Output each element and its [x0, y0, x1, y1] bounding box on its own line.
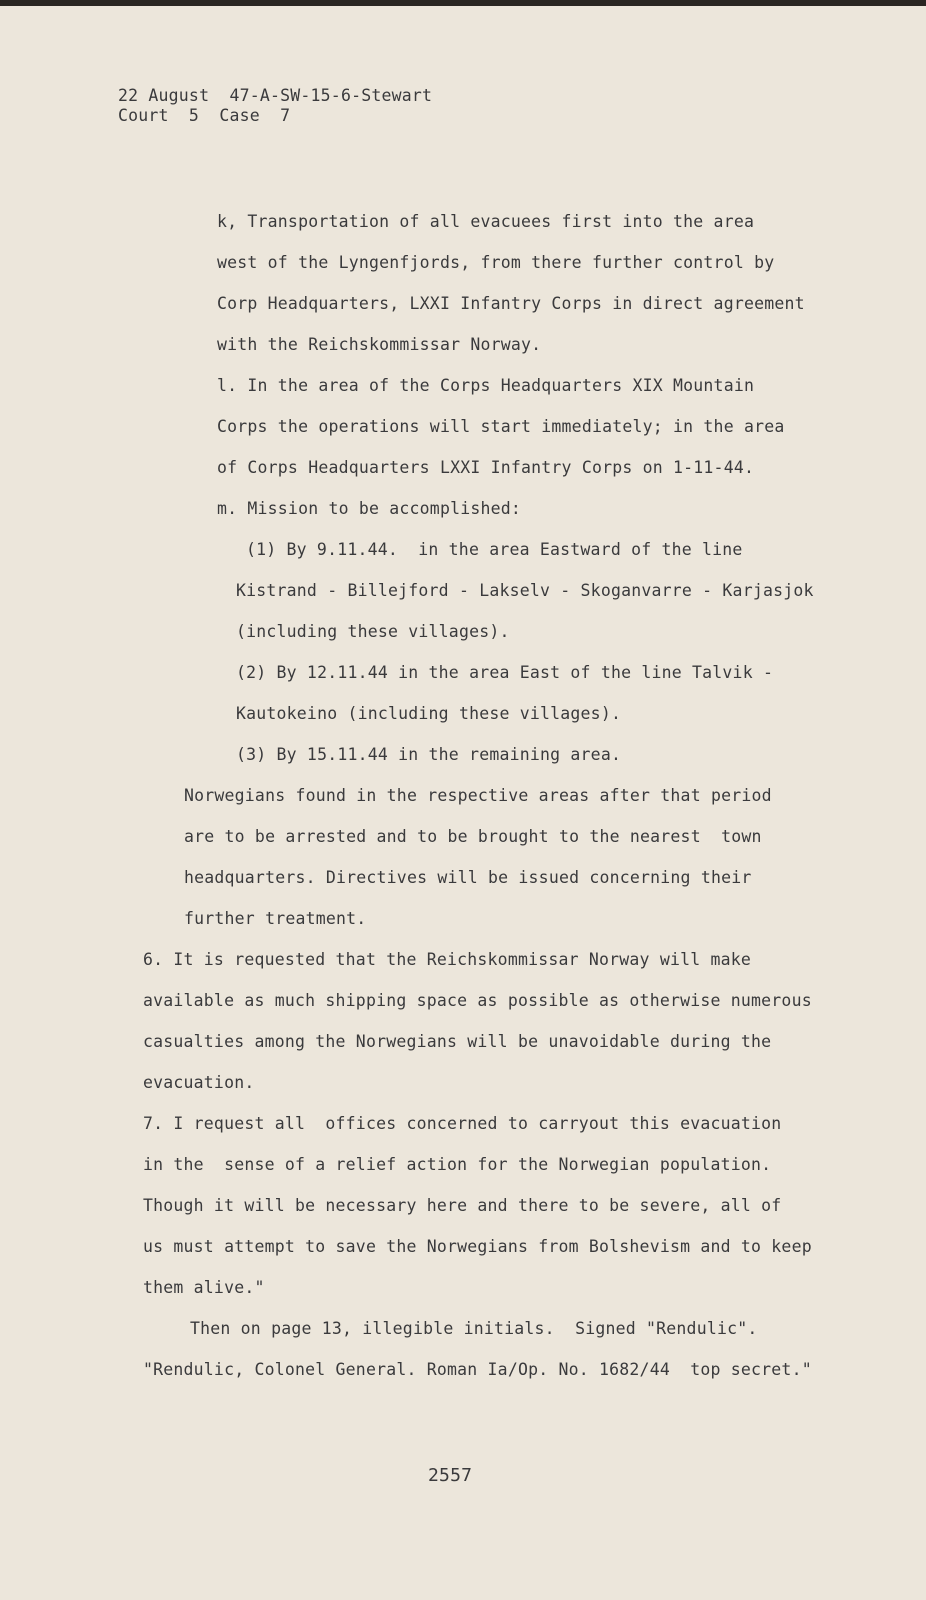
body-line: west of the Lyngenfjords, from there further control by [217, 253, 775, 272]
body-line: us must attempt to save the Norwegians from Bolshevism and to keep [143, 1237, 812, 1256]
body-line: available as much shipping space as possible as otherwise numerous [143, 991, 812, 1010]
page-number: 2557 [428, 1465, 473, 1486]
body-line: in the sense of a relief action for the Norwegian population. [143, 1155, 772, 1174]
body-line: of Corps Headquarters LXXI Infantry Corps on 1-11-44. [217, 458, 755, 477]
body-line: Though it will be necessary here and there to be severe, all of [143, 1196, 782, 1215]
body-line: (2) By 12.11.44 in the area East of the line Talvik - [236, 663, 774, 682]
body-line: headquarters. Directives will be issued concerning their [184, 868, 752, 887]
body-line: (3) By 15.11.44 in the remaining area. [236, 745, 622, 764]
body-line: Kautokeino (including these villages). [236, 704, 622, 723]
body-line: with the Reichskommissar Norway. [217, 335, 542, 354]
body-line: are to be arrested and to be brought to the nearest town [184, 827, 762, 846]
body-line: m. Mission to be accomplished: [217, 499, 522, 518]
body-line: (including these villages). [236, 622, 510, 641]
body-line: Then on page 13, illegible initials. Signed "Rendulic". [190, 1319, 758, 1338]
body-line: k, Transportation of all evacuees first into the area [217, 212, 755, 231]
body-line: evacuation. [143, 1073, 255, 1092]
body-line: Corp Headquarters, LXXI Infantry Corps in direct agreement [217, 294, 805, 313]
body-line: them alive." [143, 1278, 265, 1297]
header-date-reference: 22 August 47-A-SW-15-6-Stewart [118, 86, 433, 105]
body-line: 6. It is requested that the Reichskommissar Norway will make [143, 950, 752, 969]
body-line: 7. I request all offices concerned to carryout this evacuation [143, 1114, 782, 1133]
body-line: Norwegians found in the respective areas after that period [184, 786, 772, 805]
document-page [0, 6, 926, 1600]
body-line: l. In the area of the Corps Headquarters XIX Mountain [217, 376, 755, 395]
body-line: "Rendulic, Colonel General. Roman Ia/Op. No. 1682/44 top secret." [143, 1360, 812, 1379]
body-line: Kistrand - Billejford - Lakselv - Skoganvarre - Karjasjok [236, 581, 814, 600]
body-line: casualties among the Norwegians will be unavoidable during the [143, 1032, 772, 1051]
body-line: further treatment. [184, 909, 367, 928]
body-line: (1) By 9.11.44. in the area Eastward of the line [246, 540, 743, 559]
body-line: Corps the operations will start immediately; in the area [217, 417, 785, 436]
header-court-case: Court 5 Case 7 [118, 106, 291, 125]
